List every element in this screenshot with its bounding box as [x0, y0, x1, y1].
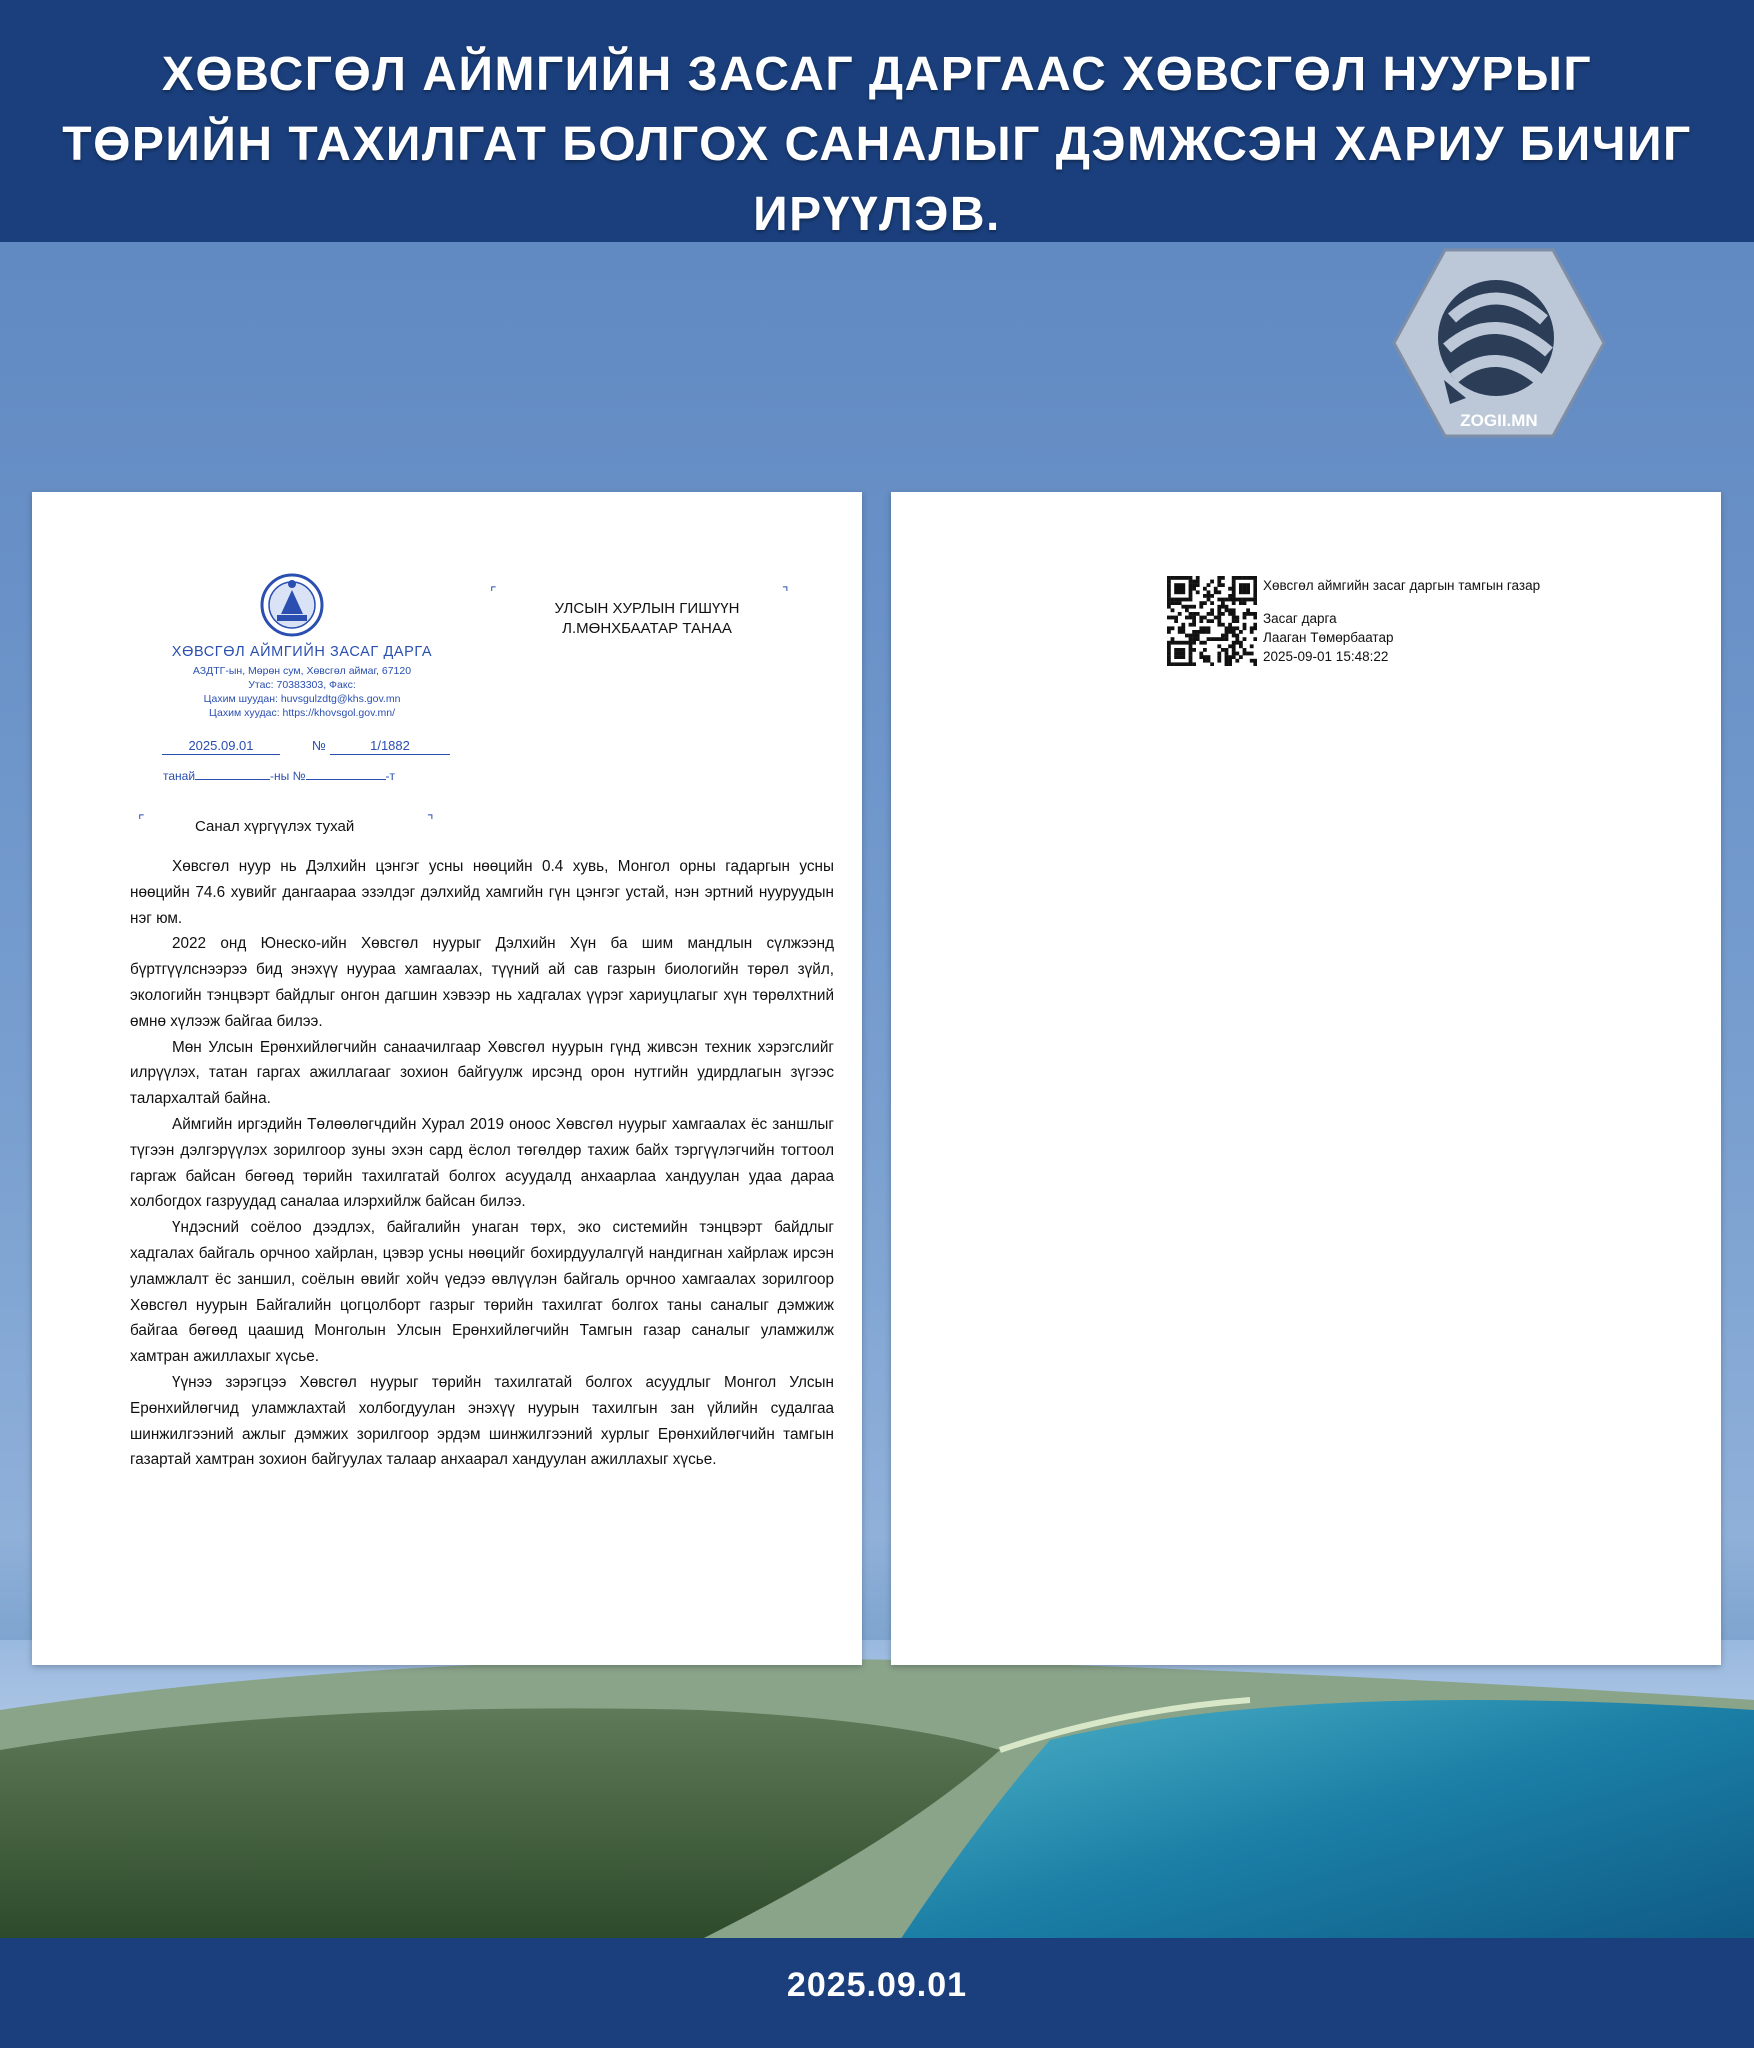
ref-prefix: танай [163, 769, 196, 783]
headline-line: ИРҮҮЛЭВ. [753, 188, 1001, 241]
org-address: АЗДТГ-ын, Мөрөн сум, Хөвсгөл аймаг, 67120 [192, 665, 412, 677]
footer-date: 2025.09.01 [786, 1966, 968, 2004]
signature-name: Лааган Төмөрбаатар [1263, 630, 1394, 645]
reference-line [163, 767, 463, 783]
corner-bracket-icon: ⌜ [490, 584, 497, 600]
body-paragraph: Аймгийн иргэдийн Төлөөлөгчдийн Хурал 2019 оноос Хөвсгөл нуурыг хамгаалах ёс заншлыг түгээн дэлгэрүүлэх зорилгоор зуны эхэн сард ёслол төгөлдөр тахиж байх тэргүүлэгчийн тогтоол гаргаж байсан бөгөөд төрийн тахилгатай болгох асуудалд анхаарлаа хандуулан удаа дараа холбогдох газруудад саналаа илэрхийлж байсан билээ. [130, 1115, 834, 1211]
ref-middle: -ны № [270, 769, 306, 783]
signature-timestamp: 2025-09-01 15:48:22 [1263, 649, 1389, 664]
letter-date-number [162, 738, 452, 758]
letter-number: 1/1882 [330, 738, 450, 755]
logo-text: ZOGII.MN [1460, 411, 1538, 430]
org-phone: Утас: 70383303, Факс: [248, 679, 356, 691]
recipient [522, 599, 772, 639]
state-emblem-icon [257, 570, 327, 640]
body-paragraph: Үүнээ зэрэгцээ Хөвсгөл нуурыг төрийн тахилгатай болгох асуудлыг Монгол Улсын Ерөнхийлөгчид уламжлахтай холбогдуулан энэхүү нуурын тахилгын зан үйлийн судалгаа шинжилгээний ажлыг дэмжих зорилгоор эрдэм шинжилгээний хурлыг Ерөнхийлөгчийн тамгын газартай хамтран зохион байгуулах талаар анхаарал хандуулан ажиллахыг хүсье. [130, 1373, 834, 1469]
recipient-line: УЛСЫН ХУРЛЫН ГИШҮҮН [554, 600, 740, 617]
headline [60, 40, 1694, 250]
signature-position: Засаг дарга [1263, 611, 1337, 626]
headline-line: ТӨРИЙН ТАХИЛГАТ БОЛГОХ САНАЛЫГ ДЭМЖСЭН ХАРИУ БИЧИГ [62, 118, 1692, 171]
number-label: № [312, 738, 326, 753]
org-name: ХӨВСГӨЛ АЙМГИЙН ЗАСАГ ДАРГА [171, 644, 433, 660]
org-website: Цахим хуудас: https://khovsgol.gov.mn/ [209, 707, 395, 719]
letter-body [130, 854, 834, 1473]
letter-page-2 [891, 492, 1721, 1665]
org-email: Цахим шуудан: huvsgulzdtg@khs.gov.mn [203, 693, 401, 705]
corner-bracket-icon: ⌝ [427, 812, 434, 828]
corner-bracket-icon: ⌝ [782, 584, 789, 600]
headline-line: ХӨВСГӨЛ АЙМГИЙН ЗАСАГ ДАРГААС ХӨВСГӨЛ НУУРЫГ [161, 48, 1593, 101]
body-paragraph: Мөн Улсын Ерөнхийлөгчийн санаачилгаар Хөвсгөл нуурын гүнд живсэн техник хэрэгслийг илрүүлэх, татан гаргах ажиллагааг зохион байгуулж ирсэнд орон нутгийн удирдлагын зүгээс талархалтай байна. [130, 1038, 834, 1108]
landscape-photo [0, 1640, 1754, 1940]
zogii-logo-icon [1392, 248, 1606, 438]
body-paragraph: 2022 онд Юнеско-ийн Хөвсгөл нуурыг Дэлхийн Хүн ба шим мандлын сүлжээнд бүртгүүлснээрээ бид энэхүү нуураа хамгаалах, түүний ай сав газрын биологийн төрөл зүйл, экологийн тэнцвэрт байдлыг онгон дагшин хэвээр нь хадгалах үүрэг хариуцлагыг хүн төрөлхтний өмнө хүлээж байгаа билээ. [130, 935, 834, 1030]
ref-suffix: -т [385, 769, 396, 783]
signature-office: Хөвсгөл аймгийн засаг даргын тамгын газар [1263, 578, 1541, 593]
body-paragraph: Үндэсний соёлоо дээдлэх, байгалийн унаган төрх, эко системийн тэнцвэрт байдлыг хадгалах байгаль орчноо хайрлан, цэвэр усны нөөцийг бохирдуулалгүй нандигнан хайрлаж ирсэн уламжлалт ёс заншил, соёлын өвийг хойч үедээ өвлүүлэн байгаль орчноо хамгаалах зорилгоор Хөвсгөл нуурын Байгалийн цогцолборт газрыг төрийн тахилгат болгох таны саналыг дэмжиж байгаа бөгөөд цаашид Монголын Улсын Ерөнхийлөгчийн Тамгын газар саналыг уламжилж хамтран ажиллахыг хүсье. [130, 1219, 834, 1366]
corner-bracket-icon: ⌜ [138, 812, 145, 828]
qr-code-icon [1167, 576, 1257, 666]
digital-signature [1263, 576, 1540, 666]
letter-date: 2025.09.01 [162, 738, 280, 755]
letter-page-1 [32, 492, 862, 1665]
body-paragraph: Хөвсгөл нуур нь Дэлхийн цэнгэг усны нөөцийн 0.4 хувь, Монгол орны гадаргын усны нөөцийн 74.6 хувийг дангаараа эзэлдэг дэлхийд хамгийн гүн цэнгэг устай, нэн эртний нууруудын нэг юм. [130, 858, 834, 927]
recipient-line: Л.МӨНХБААТАР ТАНАА [562, 620, 732, 637]
letterhead [152, 644, 452, 720]
letter-subject: Санал хүргүүлэх тухай [195, 818, 355, 835]
